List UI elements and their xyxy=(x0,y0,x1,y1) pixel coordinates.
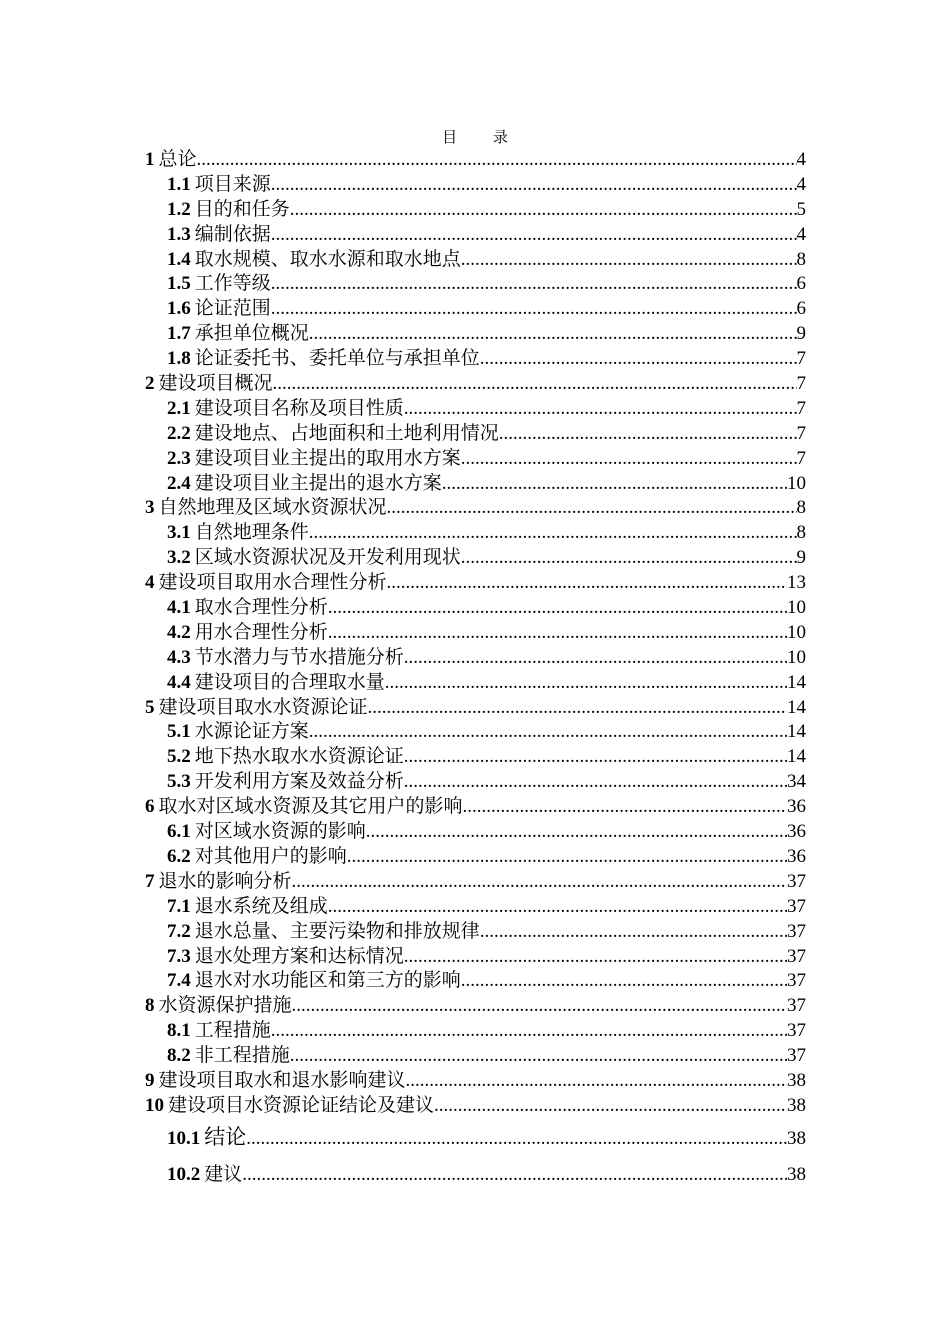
toc-entry-number: 1.4 xyxy=(167,248,191,270)
toc-entry[interactable] xyxy=(145,745,806,770)
toc-leader-dots xyxy=(290,198,797,223)
toc-entry-title: 建设项目业主提出的取用水方案 xyxy=(194,447,461,469)
toc-entry[interactable] xyxy=(145,945,806,970)
toc-entry[interactable] xyxy=(145,1156,806,1193)
toc-leader-dots xyxy=(347,845,787,870)
toc-entry-title: 建设项目业主提出的退水方案 xyxy=(194,472,442,494)
toc-entry-number: 5 xyxy=(145,696,155,718)
toc-entry-title: 退水对水功能区和第三方的影响 xyxy=(194,970,461,992)
toc-leader-dots xyxy=(246,1120,787,1157)
toc-entry-page: 7 xyxy=(796,397,806,419)
toc-entry-number: 7 xyxy=(145,870,155,892)
toc-entry-title: 取水对区域水资源及其它用户的影响 xyxy=(158,796,463,818)
toc-entry-page: 37 xyxy=(787,870,806,892)
toc-entry-number: 1.3 xyxy=(167,223,191,245)
toc-leader-dots xyxy=(480,347,797,372)
toc-entry[interactable] xyxy=(145,1069,806,1094)
toc-leader-dots xyxy=(463,795,787,820)
toc-entry[interactable] xyxy=(145,1019,806,1044)
toc-entry-number: 2.1 xyxy=(167,397,191,419)
toc-entry-number: 1 xyxy=(145,149,155,170)
toc-leader-dots xyxy=(309,521,797,546)
toc-entry-page: 34 xyxy=(787,771,806,793)
toc-entry[interactable] xyxy=(145,1044,806,1069)
toc-entry-title: 建设项目取用水合理性分析 xyxy=(158,572,387,594)
toc-leader-dots xyxy=(387,496,797,521)
toc-entry-page: 7 xyxy=(796,422,806,444)
toc-entry-page: 14 xyxy=(787,721,806,743)
toc-entry-number: 3.2 xyxy=(167,547,191,569)
toc-entry-title: 建设项目的合理取水量 xyxy=(194,671,385,693)
toc-leader-dots xyxy=(368,696,787,721)
toc-entry[interactable] xyxy=(145,496,806,521)
toc-entry-page: 6 xyxy=(796,273,806,295)
toc-entry-title: 建设项目概况 xyxy=(158,373,273,395)
toc-entry[interactable] xyxy=(145,895,806,920)
toc-entry-number: 5.2 xyxy=(167,746,191,768)
toc-entry-title: 水源论证方案 xyxy=(194,721,309,743)
toc-entry-title: 用水合理性分析 xyxy=(194,621,328,643)
toc-leader-dots xyxy=(461,546,797,571)
toc-entry-number: 9 xyxy=(145,1069,155,1091)
toc-entry-page: 4 xyxy=(796,173,806,195)
toc-entry-number: 8.1 xyxy=(167,1020,191,1042)
toc-entry[interactable] xyxy=(145,845,806,870)
toc-entry[interactable] xyxy=(145,770,806,795)
toc-entry-page: 9 xyxy=(796,547,806,569)
toc-entry-number: 1.6 xyxy=(167,298,191,320)
toc-entry-title: 编制依据 xyxy=(194,223,271,245)
toc-entry-title: 建设项目名称及项目性质 xyxy=(194,397,404,419)
toc-entry[interactable] xyxy=(145,198,806,223)
toc-entry-page: 7 xyxy=(796,348,806,370)
toc-leader-dots xyxy=(309,720,787,745)
toc-entry-title: 建设项目取水水资源论证 xyxy=(158,696,368,718)
table-of-contents xyxy=(145,148,806,1193)
toc-entry-page: 38 xyxy=(787,1069,806,1091)
toc-entry-page: 36 xyxy=(787,821,806,843)
toc-entry[interactable] xyxy=(145,596,806,621)
toc-entry-number: 7.3 xyxy=(167,945,191,967)
toc-entry[interactable] xyxy=(145,422,806,447)
toc-leader-dots xyxy=(499,422,797,447)
toc-entry[interactable] xyxy=(145,397,806,422)
toc-entry-page: 36 xyxy=(787,845,806,867)
toc-entry-title: 建设地点、占地面积和土地利用情况 xyxy=(194,422,499,444)
toc-leader-dots xyxy=(461,969,787,994)
toc-entry-title: 建设项目水资源论证结论及建议 xyxy=(168,1094,435,1116)
toc-entry-number: 5.1 xyxy=(167,721,191,743)
toc-entry-title: 结论 xyxy=(204,1124,247,1149)
toc-entry[interactable] xyxy=(145,1094,806,1119)
toc-leader-dots xyxy=(292,870,787,895)
toc-entry-title: 对其他用户的影响 xyxy=(194,845,347,867)
toc-entry[interactable] xyxy=(145,795,806,820)
toc-entry[interactable] xyxy=(145,148,806,173)
toc-entry[interactable] xyxy=(145,621,806,646)
toc-entry-page: 10 xyxy=(787,621,806,643)
toc-entry-page: 37 xyxy=(787,1020,806,1042)
toc-entry-number: 7.2 xyxy=(167,920,191,942)
toc-entry-number: 1.1 xyxy=(167,173,191,195)
toc-entry-title: 取水合理性分析 xyxy=(194,597,328,619)
toc-entry[interactable] xyxy=(145,870,806,895)
toc-leader-dots xyxy=(273,372,797,397)
toc-entry-number: 10.1 xyxy=(167,1127,201,1149)
toc-entry[interactable] xyxy=(145,696,806,721)
toc-leader-dots xyxy=(385,671,787,696)
toc-leader-dots xyxy=(271,297,797,322)
toc-entry[interactable] xyxy=(145,820,806,845)
toc-entry[interactable] xyxy=(145,571,806,596)
toc-entry-page: 13 xyxy=(787,572,806,594)
toc-entry-title: 水资源保护措施 xyxy=(158,995,292,1017)
toc-entry-page: 38 xyxy=(787,1094,806,1116)
toc-entry[interactable] xyxy=(145,720,806,745)
toc-entry-page: 4 xyxy=(796,149,806,170)
toc-entry[interactable] xyxy=(145,347,806,372)
toc-entry-title: 区域水资源状况及开发利用现状 xyxy=(194,547,461,569)
toc-leader-dots xyxy=(271,272,797,297)
toc-entry[interactable] xyxy=(145,920,806,945)
toc-entry-page: 8 xyxy=(796,248,806,270)
toc-entry-page: 36 xyxy=(787,796,806,818)
toc-entry-page: 4 xyxy=(796,223,806,245)
toc-entry[interactable] xyxy=(145,297,806,322)
toc-leader-dots xyxy=(292,994,787,1019)
toc-leader-dots xyxy=(404,745,787,770)
toc-leader-dots xyxy=(404,397,797,422)
toc-entry[interactable] xyxy=(145,472,806,497)
toc-entry-page: 14 xyxy=(787,696,806,718)
toc-entry-title: 自然地理及区域水资源状况 xyxy=(158,497,387,519)
toc-entry-page: 6 xyxy=(796,298,806,320)
toc-leader-dots xyxy=(404,646,787,671)
toc-leader-dots xyxy=(434,1094,787,1119)
toc-leader-dots xyxy=(328,596,787,621)
toc-entry-number: 1.5 xyxy=(167,273,191,295)
toc-entry[interactable] xyxy=(145,521,806,546)
toc-entry-number: 1.7 xyxy=(167,323,191,345)
toc-entry-page: 10 xyxy=(787,597,806,619)
toc-entry[interactable] xyxy=(145,173,806,198)
toc-leader-dots xyxy=(480,920,787,945)
toc-entry-number: 8 xyxy=(145,995,155,1017)
toc-entry[interactable] xyxy=(145,223,806,248)
toc-entry-number: 2.2 xyxy=(167,422,191,444)
toc-leader-dots xyxy=(242,1156,787,1193)
toc-entry-title: 建设项目取水和退水影响建议 xyxy=(158,1069,406,1091)
toc-entry-title: 目的和任务 xyxy=(194,198,290,220)
toc-entry-number: 1.8 xyxy=(167,348,191,370)
toc-entry-title: 非工程措施 xyxy=(194,1045,290,1067)
toc-entry-number: 5.3 xyxy=(167,771,191,793)
toc-leader-dots xyxy=(328,895,787,920)
toc-leader-dots xyxy=(461,447,797,472)
toc-leader-dots xyxy=(290,1044,787,1069)
toc-entry-page: 10 xyxy=(787,472,806,494)
toc-entry-page: 14 xyxy=(787,671,806,693)
toc-entry-title: 取水规模、取水水源和取水地点 xyxy=(194,248,461,270)
toc-entry-title: 退水的影响分析 xyxy=(158,870,292,892)
toc-entry[interactable] xyxy=(145,372,806,397)
toc-entry-number: 4.2 xyxy=(167,621,191,643)
toc-leader-dots xyxy=(271,173,797,198)
toc-entry-title: 论证委托书、委托单位与承担单位 xyxy=(194,348,480,370)
toc-entry-number: 4.3 xyxy=(167,646,191,668)
toc-entry-title: 开发利用方案及效益分析 xyxy=(194,771,404,793)
toc-entry-page: 7 xyxy=(796,447,806,469)
toc-entry-number: 10.2 xyxy=(167,1163,201,1185)
toc-leader-dots xyxy=(404,945,787,970)
toc-entry-number: 7.4 xyxy=(167,970,191,992)
toc-entry-number: 2 xyxy=(145,373,155,395)
toc-entry-title: 对区域水资源的影响 xyxy=(194,821,366,843)
toc-entry-page: 14 xyxy=(787,746,806,768)
toc-entry-number: 4.1 xyxy=(167,597,191,619)
toc-entry-page: 5 xyxy=(796,198,806,220)
toc-entry-page: 7 xyxy=(796,373,806,395)
toc-entry-title: 退水总量、主要污染物和排放规律 xyxy=(194,920,480,942)
toc-leader-dots xyxy=(406,1069,787,1094)
toc-leader-dots xyxy=(461,248,797,273)
toc-entry-title: 论证范围 xyxy=(194,298,271,320)
toc-entry-page: 9 xyxy=(796,323,806,345)
toc-entry-number: 7.1 xyxy=(167,895,191,917)
toc-entry-page: 37 xyxy=(787,995,806,1017)
toc-entry-number: 4.4 xyxy=(167,671,191,693)
toc-leader-dots xyxy=(309,322,797,347)
toc-leader-dots xyxy=(366,820,787,845)
toc-entry-number: 3.1 xyxy=(167,522,191,544)
toc-entry-page: 37 xyxy=(787,1045,806,1067)
toc-entry-title: 建议 xyxy=(204,1163,243,1185)
toc-entry[interactable] xyxy=(145,322,806,347)
toc-title: 目 录 xyxy=(442,130,524,146)
toc-entry-page: 37 xyxy=(787,895,806,917)
toc-leader-dots xyxy=(271,1019,787,1044)
toc-entry-page: 10 xyxy=(787,646,806,668)
toc-entry-title: 退水系统及组成 xyxy=(194,895,328,917)
toc-entry-title: 地下热水取水水资源论证 xyxy=(194,746,404,768)
toc-leader-dots xyxy=(387,571,787,596)
toc-leader-dots xyxy=(442,472,787,497)
toc-entry-title: 节水潜力与节水措施分析 xyxy=(194,646,404,668)
toc-entry-title: 工作等级 xyxy=(194,273,271,295)
toc-entry-title: 项目来源 xyxy=(194,173,271,195)
toc-entry-number: 2.3 xyxy=(167,447,191,469)
toc-entry-page: 37 xyxy=(787,970,806,992)
toc-entry-number: 3 xyxy=(145,497,155,519)
toc-entry-page: 38 xyxy=(787,1163,806,1185)
toc-entry-title: 总论 xyxy=(158,149,197,170)
toc-entry-number: 4 xyxy=(145,572,155,594)
toc-entry-number: 6 xyxy=(145,796,155,818)
toc-entry-page: 8 xyxy=(796,522,806,544)
toc-leader-dots xyxy=(328,621,787,646)
toc-entry-page: 8 xyxy=(796,497,806,519)
toc-leader-dots xyxy=(404,770,787,795)
toc-entry-number: 8.2 xyxy=(167,1045,191,1067)
toc-leader-dots xyxy=(271,223,797,248)
toc-entry[interactable] xyxy=(145,969,806,994)
toc-entry[interactable] xyxy=(145,671,806,696)
toc-entry[interactable] xyxy=(145,272,806,297)
toc-entry-title: 承担单位概况 xyxy=(194,323,309,345)
toc-entry-page: 37 xyxy=(787,945,806,967)
toc-entry-number: 1.2 xyxy=(167,198,191,220)
toc-entry-number: 6.2 xyxy=(167,845,191,867)
toc-entry-number: 6.1 xyxy=(167,821,191,843)
toc-entry[interactable] xyxy=(145,248,806,273)
toc-entry[interactable] xyxy=(145,994,806,1019)
toc-entry[interactable] xyxy=(145,1119,806,1156)
toc-entry-title: 自然地理条件 xyxy=(194,522,309,544)
toc-entry-number: 10 xyxy=(145,1094,164,1116)
toc-leader-dots xyxy=(197,148,797,173)
toc-entry-page: 37 xyxy=(787,920,806,942)
toc-entry[interactable] xyxy=(145,447,806,472)
toc-entry-title: 退水处理方案和达标情况 xyxy=(194,945,404,967)
toc-entry-page: 38 xyxy=(787,1127,806,1149)
toc-entry[interactable] xyxy=(145,646,806,671)
toc-entry-number: 2.4 xyxy=(167,472,191,494)
toc-entry[interactable] xyxy=(145,546,806,571)
toc-entry-title: 工程措施 xyxy=(194,1020,271,1042)
